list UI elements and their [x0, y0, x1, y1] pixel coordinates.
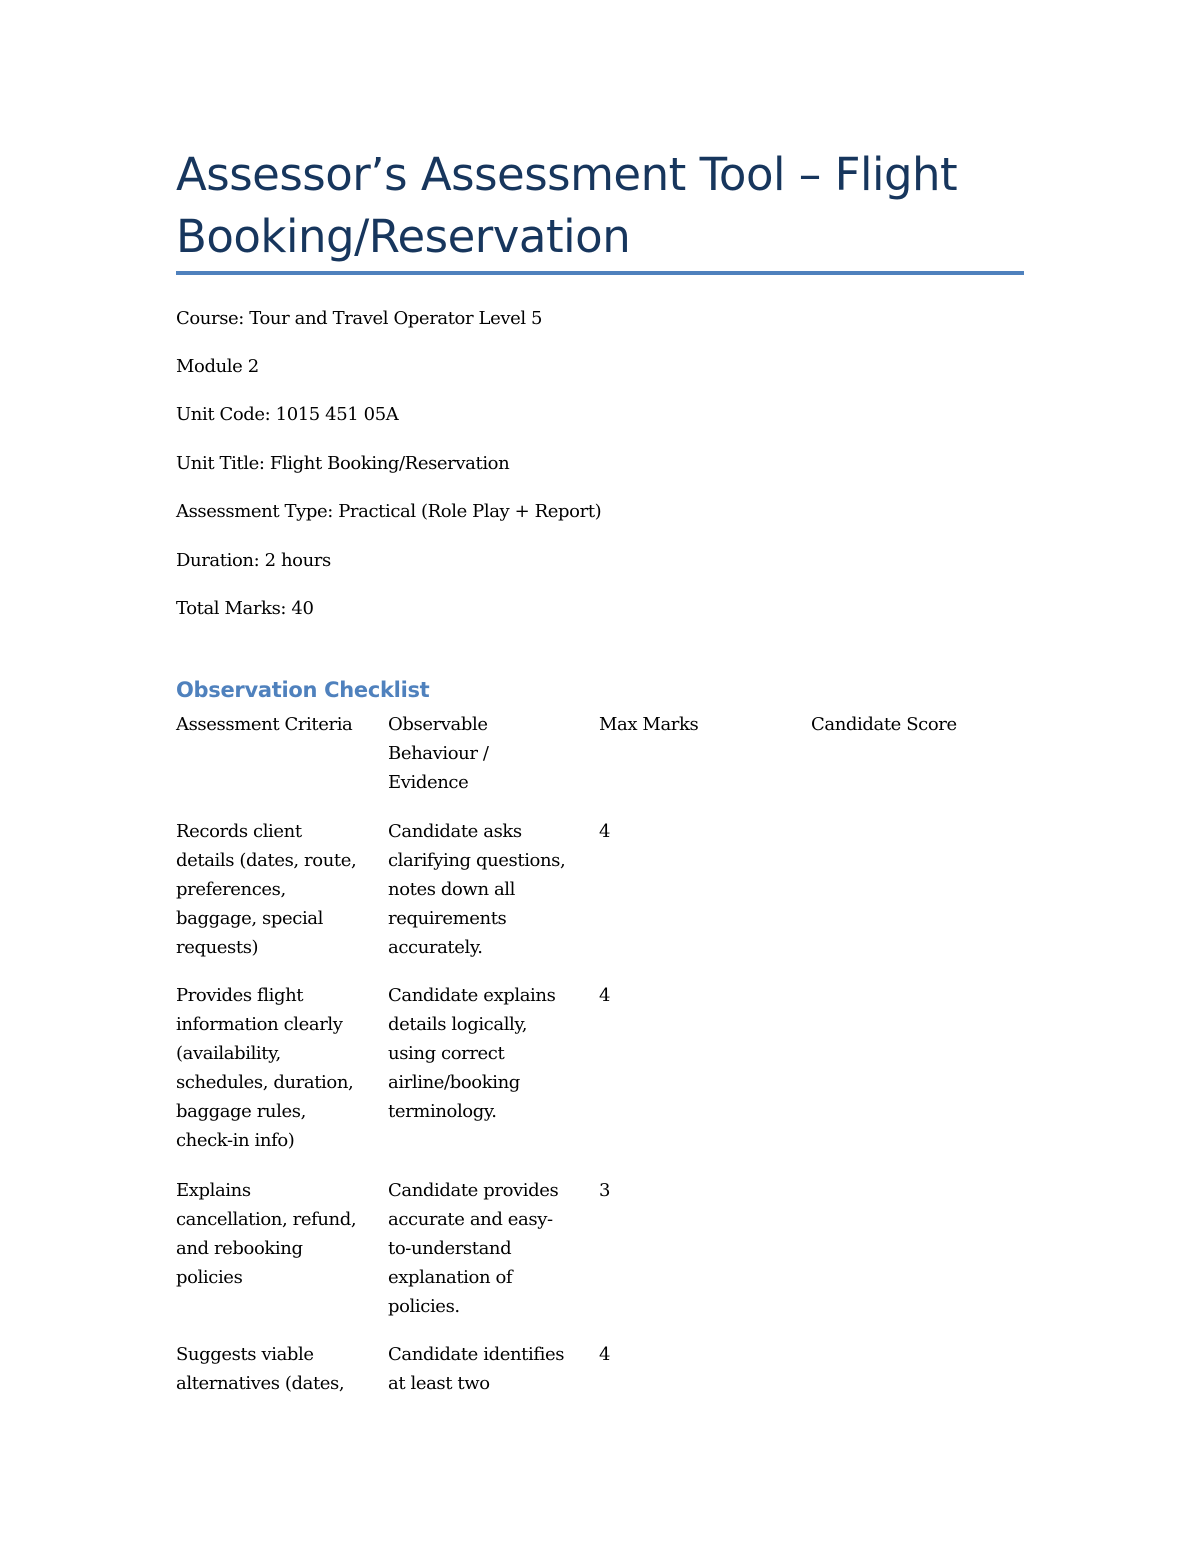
document-title — [176, 144, 1026, 268]
title-underline-rule — [176, 271, 1024, 275]
row-max-marks: 3 — [599, 1180, 611, 1201]
row-criteria: Records client details (dates, route, preferences, baggage, special requests) — [176, 821, 357, 958]
header-observable-evidence: Observable Behaviour / Evidence — [388, 714, 489, 793]
row-evidence: Candidate provides accurate and easy- to-understand explanation of policies. — [388, 1180, 559, 1317]
row-evidence: Candidate identifies at least two — [388, 1344, 565, 1394]
duration-line: Duration: 2 hours — [176, 550, 331, 571]
row-criteria: Suggests viable alternatives (dates, — [176, 1344, 345, 1394]
row-evidence: Candidate asks clarifying questions, notes down all requirements accurately. — [388, 821, 566, 958]
module-line: Module 2 — [176, 356, 259, 377]
row-evidence: Candidate explains details logically, using correct airline/booking terminology. — [388, 985, 556, 1122]
unit-code-line: Unit Code: 1015 451 05A — [176, 404, 399, 425]
title-line-2: Booking/Reservation — [176, 210, 631, 263]
course-line: Course: Tour and Travel Operator Level 5 — [176, 308, 543, 329]
header-candidate-score: Candidate Score — [811, 714, 957, 735]
row-criteria: Explains cancellation, refund, and rebooking policies — [176, 1180, 357, 1288]
header-max-marks: Max Marks — [599, 714, 699, 735]
row-max-marks: 4 — [599, 821, 611, 842]
row-max-marks: 4 — [599, 1344, 611, 1365]
observation-checklist-heading: Observation Checklist — [176, 678, 430, 702]
assessment-type-line: Assessment Type: Practical (Role Play + Report) — [176, 501, 602, 522]
row-max-marks: 4 — [599, 985, 611, 1006]
header-assessment-criteria: Assessment Criteria — [176, 714, 353, 735]
unit-title-line: Unit Title: Flight Booking/Reservation — [176, 453, 510, 474]
total-marks-line: Total Marks: 40 — [176, 598, 314, 619]
row-criteria: Provides flight information clearly (availability, schedules, duration, baggage rules, check-in info) — [176, 985, 354, 1151]
title-line-1: Assessor’s Assessment Tool – Flight — [176, 148, 958, 201]
